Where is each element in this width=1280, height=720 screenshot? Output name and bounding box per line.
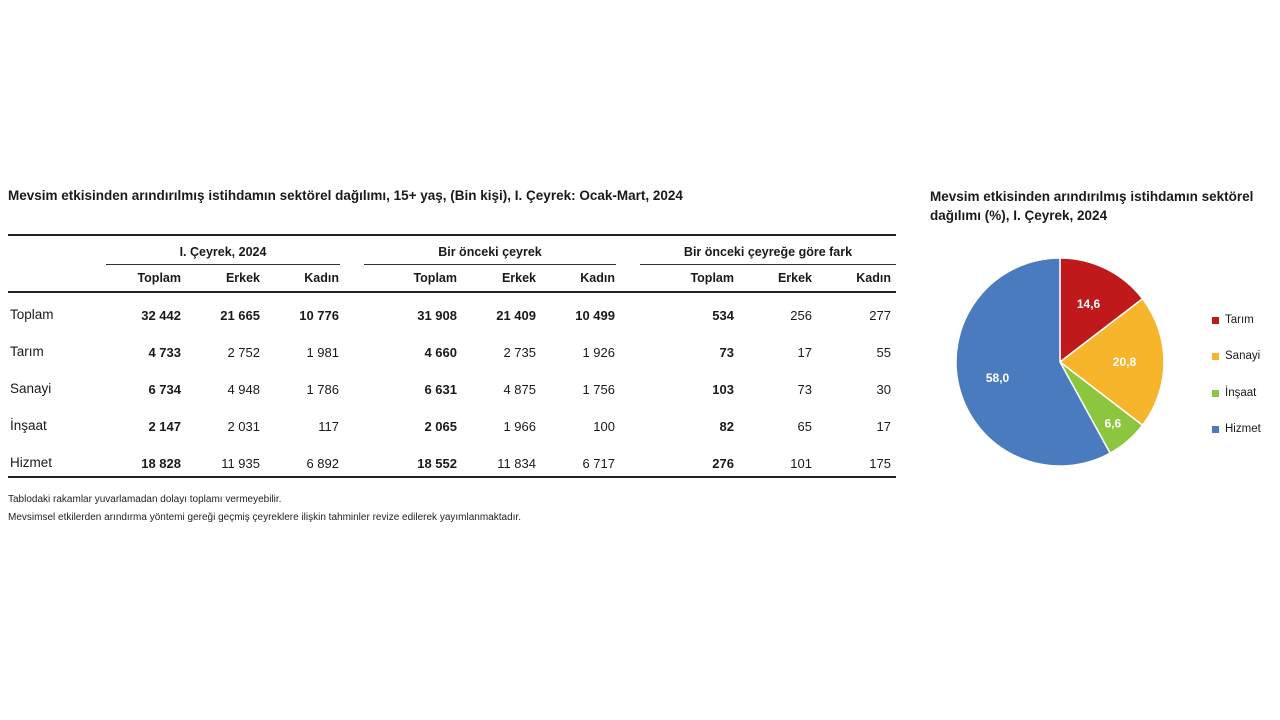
table-cell: 1 756 [582,382,615,397]
table-cell: 65 [797,419,812,434]
group-header: I. Çeyrek, 2024 [179,245,267,259]
column-header: Kadın [580,271,615,285]
table-cell: 6 892 [306,456,339,471]
legend-item [1212,387,1256,399]
table-cell: 4 948 [227,382,260,397]
table-note: Tablodaki rakamlar yuvarlamadan dolayı toplamı vermeyebilir. [8,494,282,505]
table-cell: 100 [593,419,615,434]
legend-swatch [1212,426,1219,433]
column-header: Toplam [690,271,734,285]
table-cell: 6 734 [148,382,181,397]
row-label: Toplam [10,307,54,322]
group-underline [364,264,616,265]
table-cell: 32 442 [141,308,181,323]
table-cell: 6 717 [582,456,615,471]
table-cell: 17 [876,419,891,434]
table-cell: 31 908 [417,308,457,323]
table-cell: 175 [869,456,891,471]
column-header: Erkek [777,271,812,285]
pie-data-label: 6,6 [1104,416,1122,431]
table-cell: 2 147 [148,419,181,434]
table-cell: 256 [790,308,812,323]
table-cell: 277 [869,308,891,323]
legend-item [1212,423,1261,435]
table-cell: 276 [712,456,734,471]
column-header: Toplam [137,271,181,285]
row-label: Tarım [10,344,44,359]
table-cell: 21 665 [220,308,260,323]
group-header: Bir önceki çeyrek [438,245,542,259]
table-cell: 103 [712,382,734,397]
chart-title: Mevsim etkisinden arındırılmış istihdamın sektörel dağılımı (%), I. Çeyrek, 2024 [930,189,1254,223]
legend-item [1212,314,1254,326]
column-header: Erkek [501,271,536,285]
group-header: Bir önceki çeyreğe göre fark [683,245,853,259]
table-cell: 4 660 [424,345,457,360]
legend-label: Sanayi [1225,350,1261,362]
table-cell: 73 [719,345,734,360]
table-cell: 30 [876,382,891,397]
column-header: Kadın [856,271,891,285]
column-header: Erkek [225,271,260,285]
table-cell: 82 [719,419,734,434]
table-cell: 1 926 [582,345,615,360]
row-label: Sanayi [10,381,52,396]
legend-swatch [1212,390,1219,397]
column-header: Kadın [304,271,339,285]
pie-data-label: 20,8 [1112,355,1137,369]
table-note: Mevsimsel etkilerden arındırma yöntemi gereği geçmiş çeyreklere ilişkin tahminler revize edilerek yayımlanmaktadır. [8,512,521,523]
table-cell: 2 065 [424,419,457,434]
table-cell: 2 031 [227,419,260,434]
legend-label: Hizmet [1225,423,1261,435]
table-cell: 6 631 [424,382,457,397]
column-header: Toplam [413,271,457,285]
group-underline [640,264,896,265]
table-cell: 18 828 [141,456,181,471]
table-cell: 1 786 [306,382,339,397]
pie-data-label: 58,0 [985,371,1010,386]
pie-data-label: 14,6 [1076,297,1101,312]
table-cell: 1 981 [306,345,339,360]
group-underline [106,264,340,265]
table-cell: 4 733 [148,345,181,360]
legend-label: İnşaat [1225,387,1257,399]
legend-swatch [1212,353,1219,360]
pie-chart [940,250,1180,474]
legend-swatch [1212,317,1219,324]
table-cell: 2 752 [227,345,260,360]
legend-item [1212,350,1260,362]
table-bottom-rule [8,476,896,478]
table-cell: 1 966 [503,419,536,434]
table-cell: 10 499 [575,308,615,323]
table-cell: 18 552 [417,456,457,471]
row-label: İnşaat [10,418,47,433]
row-label: Hizmet [10,455,53,470]
table-cell: 11 834 [497,456,536,471]
table-cell: 11 935 [221,456,260,471]
table-top-rule [8,234,896,236]
table-cell: 17 [797,345,812,360]
table-cell: 55 [876,345,891,360]
table-cell: 4 875 [503,382,536,397]
table-cell: 2 735 [503,345,536,360]
table-cell: 10 776 [299,308,339,323]
header-bottom-rule [8,291,896,293]
table-cell: 117 [318,419,339,434]
table-cell: 21 409 [496,308,536,323]
table-cell: 101 [790,456,812,471]
table-cell: 534 [712,308,734,323]
legend-label: Tarım [1225,314,1254,326]
table-cell: 73 [797,382,812,397]
table-title: Mevsim etkisinden arındırılmış istihdamın sektörel dağılımı, 15+ yaş, (Bin kişi), I. Çeyrek: Ocak-Mart, 2024 [8,188,683,203]
